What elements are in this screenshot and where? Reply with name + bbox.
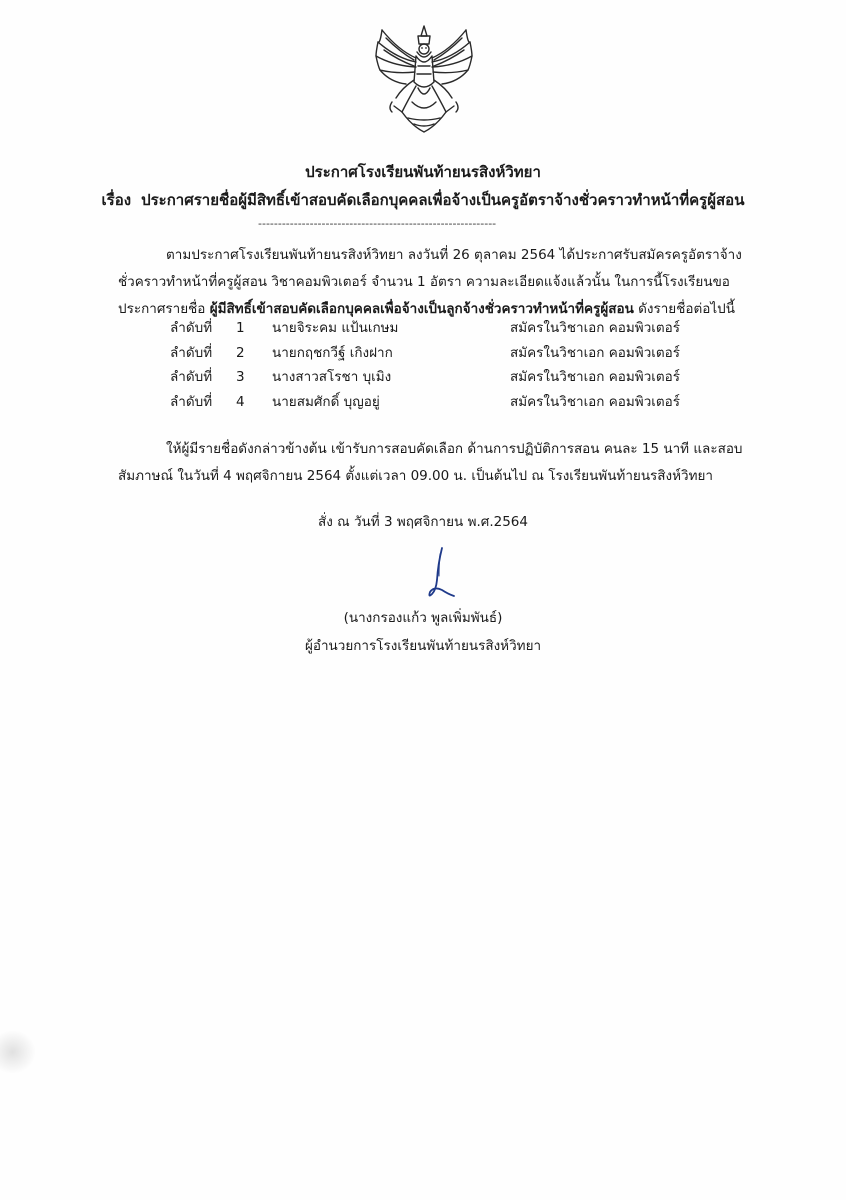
subject-line [0, 190, 846, 210]
candidate-major: สมัครในวิชาเอก คอมพิวเตอร์ [510, 369, 681, 385]
signer-name: (นางกรองแก้ว พูลเพิ่มพันธ์) [343, 610, 503, 626]
list-item [170, 365, 730, 390]
list-item [170, 341, 730, 366]
order-number: 1 [236, 320, 245, 336]
divider: ------------------------------------------------------------ [258, 218, 497, 230]
intro-line-3-start: ประกาศรายชื่อ [118, 301, 206, 317]
ordered-date: สั่ง ณ วันที่ 3 พฤศจิกายน พ.ศ.2564 [318, 514, 528, 530]
intro-paragraph [118, 242, 758, 323]
list-item [170, 316, 730, 341]
candidate-name: นายกฤชกวีฐ์ เกิงฝาก [272, 344, 393, 361]
intro-line-2: ชั่วคราวทำหน้าที่ครูผู้สอน วิชาคอมพิวเตอร์ จำนวน 1 อัตรา ความละเอียดแจ้งแล้วนั้น ในการนี้โรงเรียนขอ [118, 274, 730, 290]
intro-line-1: ตามประกาศโรงเรียนพันท้ายนรสิงห์วิทยา ลงวันที่ 26 ตุลาคม 2564 ได้ประกาศรับสมัครครูอัตราจ้าง [166, 247, 742, 263]
candidate-major: สมัครในวิชาเอก คอมพิวเตอร์ [510, 393, 681, 410]
candidate-name: นางสาวสโรชา บุเมิง [272, 369, 392, 385]
subject-label: เรื่อง [101, 191, 132, 209]
garuda-emblem-icon [372, 22, 476, 138]
subject-text: ประกาศรายชื่อผู้มีสิทธิ์เข้าสอบคัดเลือกบุคคลเพื่อจ้างเป็นครูอัตราจ้างชั่วคราวทำหน้าที่ครูผู้สอน [141, 191, 745, 209]
intro-line-3-end: ดังรายชื่อต่อไปนี้ [638, 301, 735, 317]
candidate-major: สมัครในวิชาเอก คอมพิวเตอร์ [510, 344, 681, 361]
order-label: ลำดับที่ [170, 344, 213, 361]
schedule-line-2: สัมภาษณ์ ในวันที่ 4 พฤศจิกายน 2564 ตั้งแต่เวลา 09.00 น. เป็นต้นไป ณ โรงเรียนพันท้ายนรสิงห์วิทยา [118, 468, 714, 484]
scan-smudge [0, 1030, 36, 1074]
candidate-name: นายสมศักดิ์ บุญอยู่ [272, 393, 380, 410]
order-label: ลำดับที่ [170, 320, 213, 336]
order-number: 3 [236, 369, 245, 385]
candidate-name: นายจิระคม แป้นเกษม [272, 320, 399, 336]
schedule-paragraph [118, 436, 758, 490]
order-number: 2 [236, 344, 245, 361]
order-label: ลำดับที่ [170, 393, 213, 410]
intro-line-3-bold: ผู้มีสิทธิ์เข้าสอบคัดเลือกบุคคลเพื่อจ้างเป็นลูกจ้างชั่วคราวทำหน้าที่ครูผู้สอน [209, 301, 634, 317]
candidate-major: สมัครในวิชาเอก คอมพิวเตอร์ [510, 320, 681, 336]
handwritten-signature [418, 546, 458, 604]
list-item [170, 390, 730, 415]
page-title: ประกาศโรงเรียนพันท้ายนรสิงห์วิทยา [305, 163, 541, 181]
order-label: ลำดับที่ [170, 369, 213, 385]
order-number: 4 [236, 393, 245, 410]
schedule-line-1: ให้ผู้มีรายชื่อดังกล่าวข้างต้น เข้ารับการสอบคัดเลือก ด้านการปฏิบัติการสอน คนละ 15 นาที และสอบ [166, 441, 743, 457]
signer-title: ผู้อำนวยการโรงเรียนพันท้ายนรสิงห์วิทยา [304, 638, 542, 654]
candidate-list [170, 316, 730, 414]
